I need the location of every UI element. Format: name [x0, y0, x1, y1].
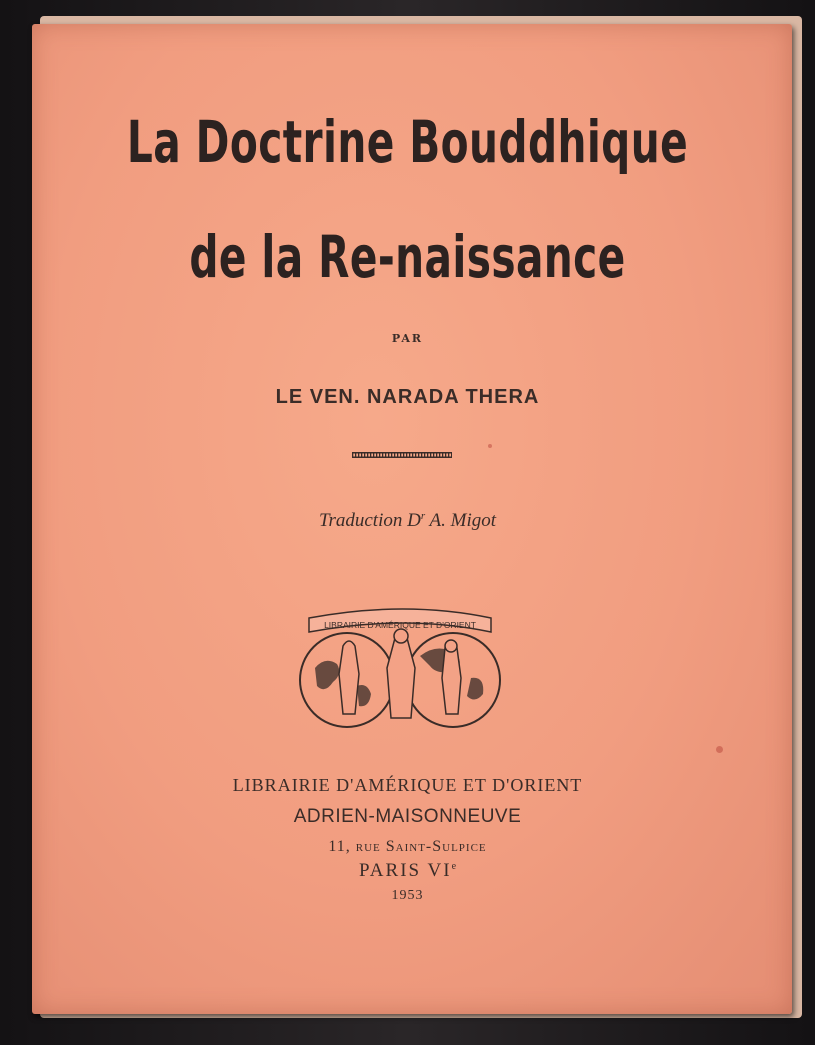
ornament-tick: [448, 452, 449, 458]
stain-spot: [488, 444, 492, 448]
ornament-tick: [418, 452, 419, 458]
ornament-tick: [406, 452, 407, 458]
ornament-tick: [364, 452, 365, 458]
stain-spot: [716, 746, 723, 753]
ornament-tick: [421, 452, 422, 458]
ornament-tick: [397, 452, 398, 458]
ornament-tick: [352, 452, 353, 458]
arrondissement-superscript: e: [451, 861, 457, 872]
by-label: PAR: [391, 332, 424, 345]
figure-left: [339, 641, 359, 714]
translation-credit: [0, 510, 815, 532]
figure-right: [442, 644, 461, 714]
ornament-tick: [391, 452, 392, 458]
translator-name: A. Migot: [429, 510, 497, 531]
title-line-2: de la Re-naissance: [189, 223, 626, 291]
figure-right-head: [445, 640, 457, 652]
publisher-city: [0, 860, 815, 882]
figure-center-head: [394, 629, 408, 643]
ornament-tick: [427, 452, 428, 458]
ornament-tick: [400, 452, 401, 458]
ornament-tick: [433, 452, 434, 458]
ornament-tick: [445, 452, 446, 458]
ornament-tick: [376, 452, 377, 458]
ornament-tick: [442, 452, 443, 458]
publisher-emblem: [295, 598, 505, 728]
continent-shape: [467, 678, 483, 700]
ornament-tick: [439, 452, 440, 458]
figure-center: [387, 634, 415, 718]
ornament-tick: [367, 452, 368, 458]
title-line-1: La Doctrine Bouddhique: [126, 108, 689, 176]
emblem-banner-text: LIBRAIRIE D'AMÉRIQUE ET D'ORIENT: [324, 620, 476, 630]
ornament-tick: [370, 452, 371, 458]
publication-year: 1953: [391, 888, 424, 903]
ornament-divider: [352, 451, 452, 459]
ornament-tick: [415, 452, 416, 458]
ornament-tick: [382, 452, 383, 458]
publisher-house: ADRIEN-MAISONNEUVE: [293, 806, 522, 827]
ornament-tick: [385, 452, 386, 458]
ornament-tick: [379, 452, 380, 458]
ornament-tick: [424, 452, 425, 458]
ornament-tick: [436, 452, 437, 458]
ornament-tick: [403, 452, 404, 458]
continent-shape: [357, 685, 371, 706]
ornament-tick: [451, 452, 452, 458]
ornament-tick: [394, 452, 395, 458]
publisher-address: 11, rue Saint-Sulpice: [328, 838, 487, 855]
translation-prefix: Traduction D: [318, 510, 421, 531]
ornament-tick: [412, 452, 413, 458]
city-name: PARIS VI: [358, 860, 452, 881]
ornament-tick: [373, 452, 374, 458]
author-name: LE VEN. NARADA THERA: [275, 386, 540, 408]
ornament-tick: [355, 452, 356, 458]
publisher-name: LIBRAIRIE D'AMÉRIQUE ET D'ORIENT: [232, 775, 583, 795]
ornament-tick: [358, 452, 359, 458]
ornament-tick: [361, 452, 362, 458]
ornament-tick: [409, 452, 410, 458]
doctor-superscript: r: [420, 510, 426, 522]
ornament-tick: [388, 452, 389, 458]
ornament-tick: [430, 452, 431, 458]
continent-shape: [315, 661, 339, 689]
